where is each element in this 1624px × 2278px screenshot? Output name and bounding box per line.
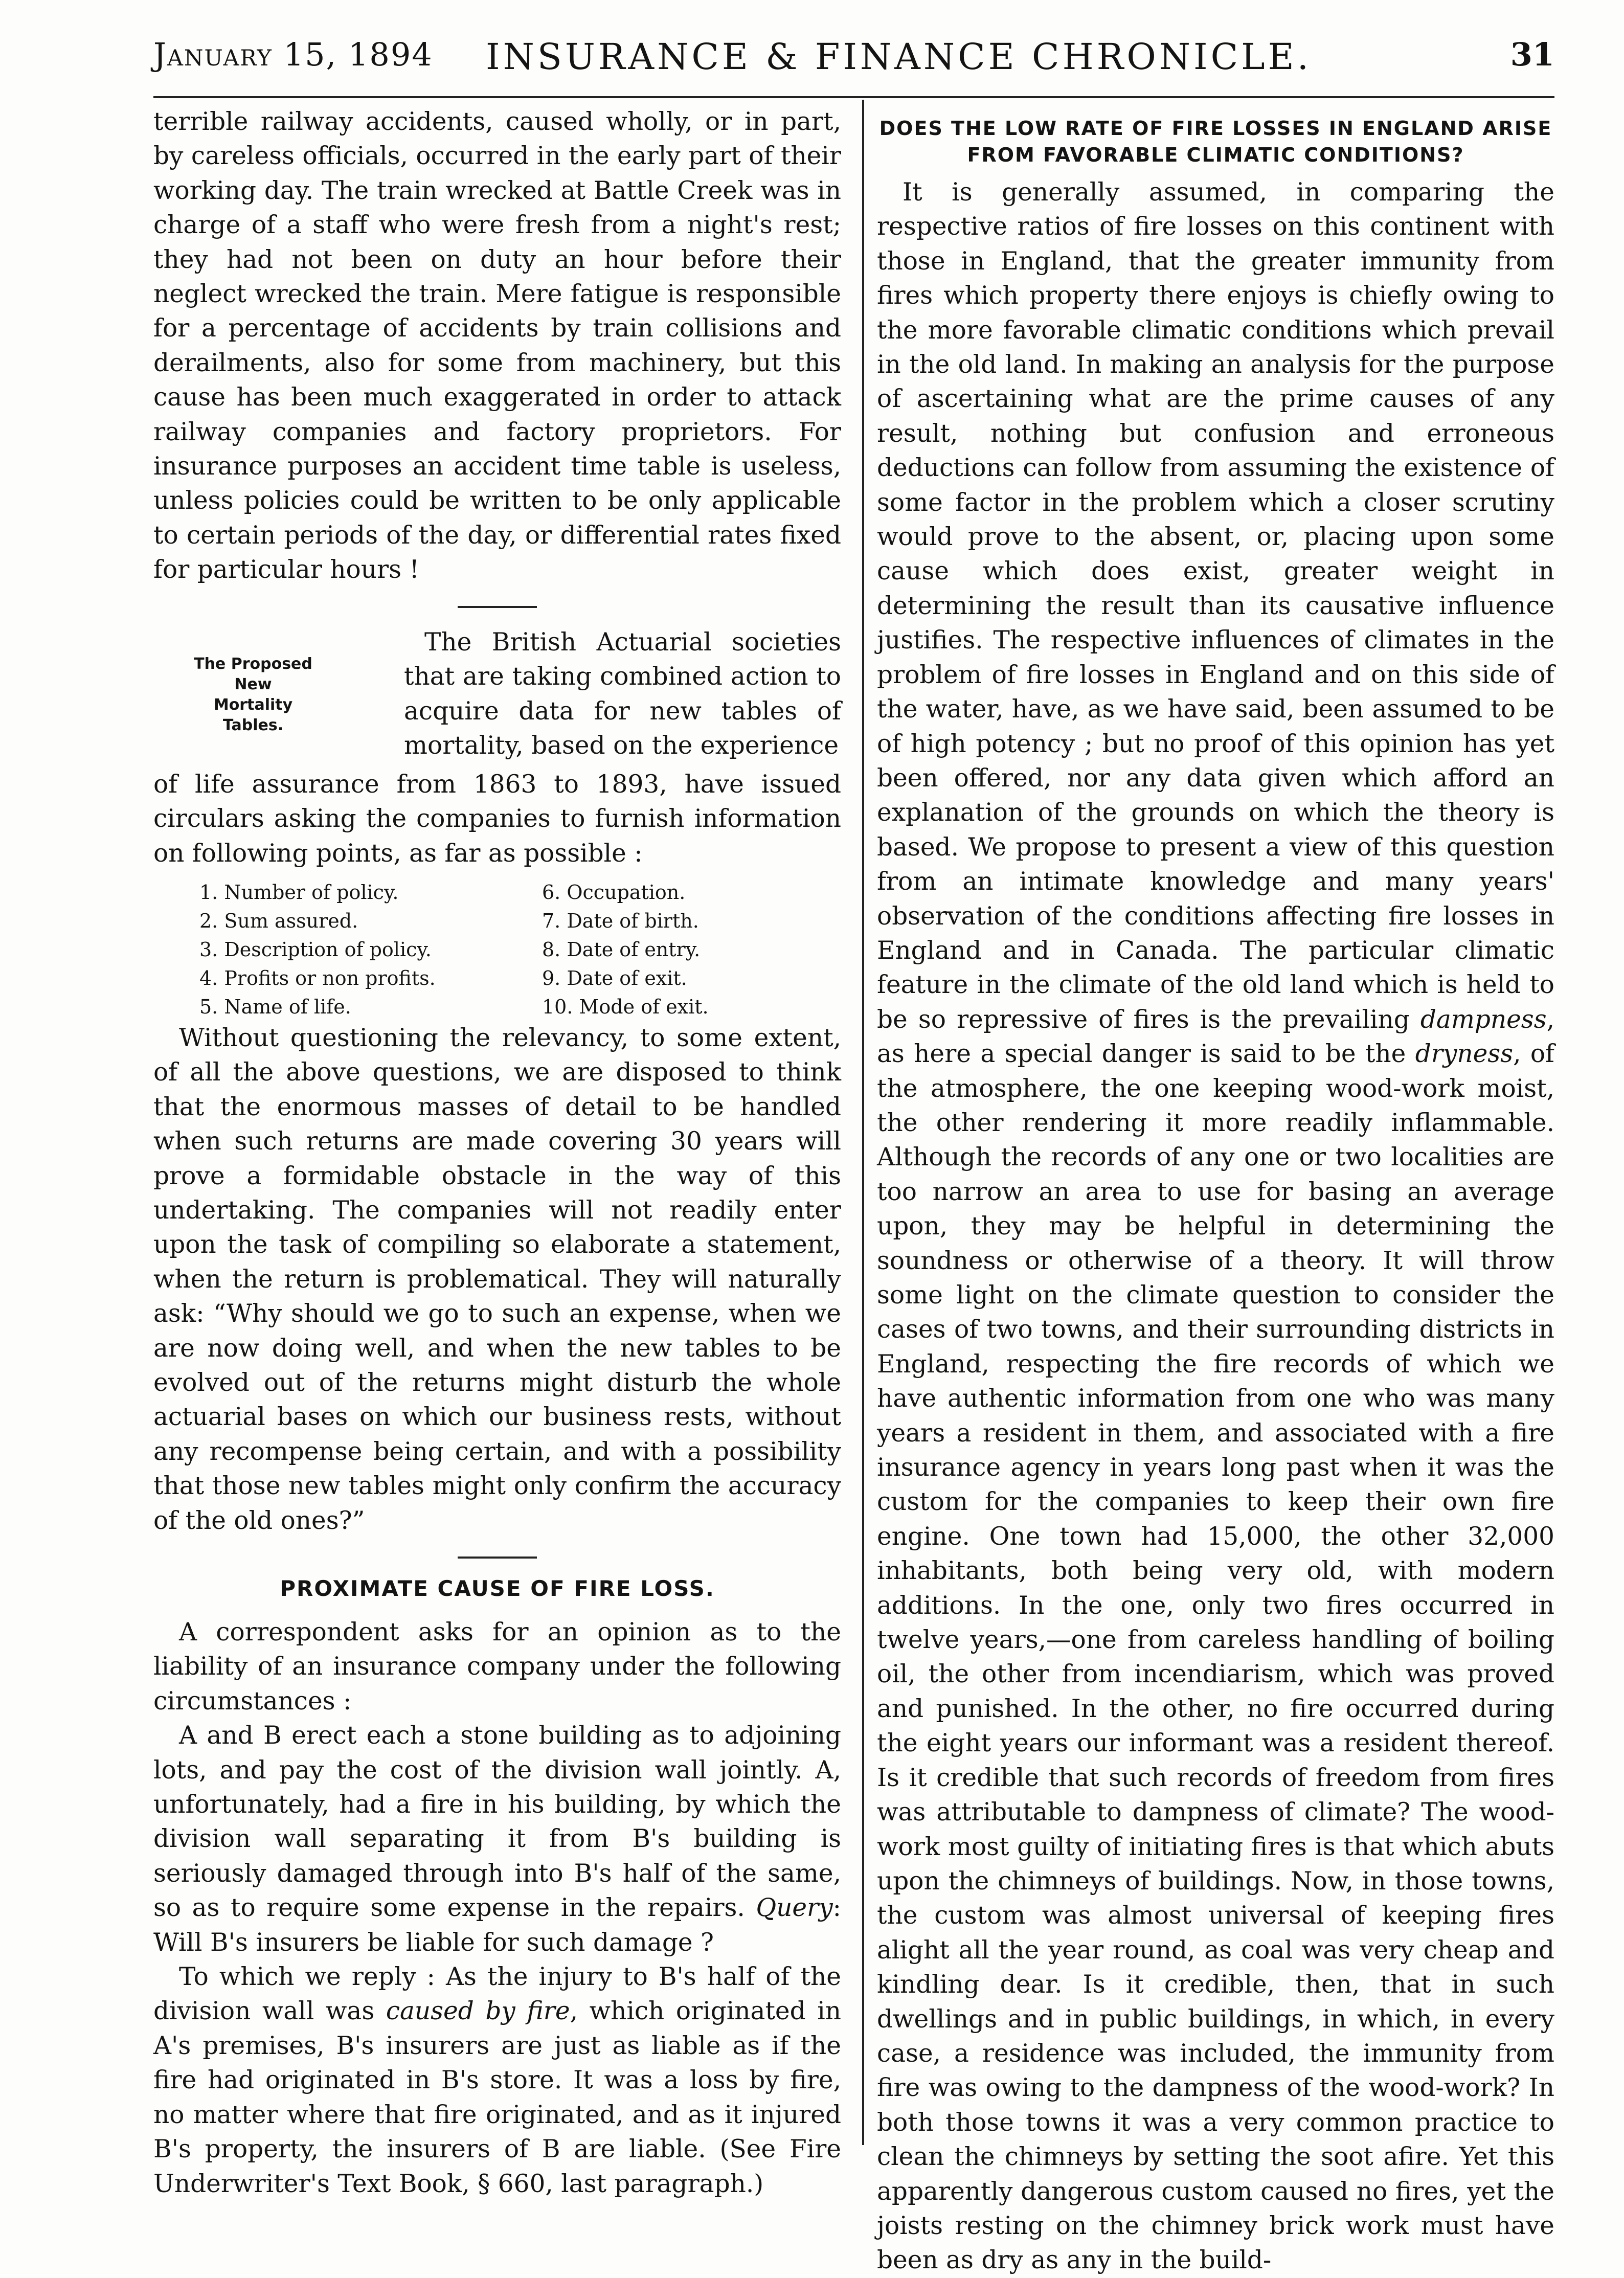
header-date: January 15, 1894 (153, 36, 433, 73)
right-column (877, 105, 1554, 2278)
points-column-1 (199, 878, 486, 1021)
correspondent-paragraph: A correspondent asks for an opinion as to the liability of an insurance company under the following circumstances : (153, 1618, 841, 1716)
list-item: 9. Date of exit. (542, 966, 687, 989)
mortality-intro: The British Actuarial societies that are taking combined action to acquire data for new tables of mortality, based on the experience (404, 627, 841, 760)
ab-text-end: : Will B's insurers be liable for such damage ? (153, 1893, 841, 1957)
list-item: 1. Number of policy. (199, 881, 399, 904)
column-divider (862, 100, 864, 2145)
section-rule (458, 1557, 537, 1559)
sidenote-line: The Proposed (194, 655, 312, 673)
mortality-continuation: of life assurance from 1863 to 1893, have issued circulars asking the companies to furnish information on following points, as far as possible : (153, 770, 841, 868)
sidenote-line: New (234, 675, 272, 693)
page-header (153, 36, 1554, 82)
query-label: Query (756, 1893, 833, 1923)
ab-paragraph (153, 1719, 841, 1960)
reply-italic: caused by fire (386, 1997, 570, 2026)
list-item: 10. Mode of exit. (542, 995, 709, 1018)
mortality-block (153, 625, 841, 768)
left-column (153, 105, 841, 2201)
points-column-2 (542, 878, 828, 1021)
section-rule (458, 606, 537, 608)
list-item: 4. Profits or non profits. (199, 966, 436, 989)
section-title-climate: DOES THE LOW RATE OF FIRE LOSSES IN ENGLAND ARISE FROM FAVORABLE CLIMATIC CONDITIONS? (879, 117, 1552, 166)
points-list (153, 878, 841, 1021)
reply-text: To which we reply : As the injury to B's half of the division wall was (153, 1963, 841, 2026)
italic-dampness: dampness (1420, 1005, 1547, 1034)
climate-text-end: , of the atmosphere, the one keeping wood-work moist, the other rendering it more readily inflammable. Although the records of any one or two localities are too narrow an area to use for basing an average upon, they may be helpful in determining the soundness or otherwise of a theory. It will throw some light on the climate question to consider the cases of two towns, and their surrounding districts in England, respecting the fire records of which we have authentic information from one who was many years a resident in them, and associated with a fire insurance agency in years long past when it was the custom for the companies to keep their own fire engine. One town had 15,000, the other 32,000 inhabitants, both being very old, with modern additions. In the one, only two fires occurred in twelve years,—one from careless handling of boiling oil, the other from incendiarism, which was proved and punished. In the other, no fire occurred during the eight years our informant was a resident thereof. Is it credible that such records of freedom from fires was attributable to dampness of climate? The wood-work most guilty of initiating fires is that which abuts upon the chimneys of buildings. Now, in those towns, the custom was almost universal of keeping fires alight all the year round, as coal was very cheap and kindling dear. Is it credible, then, that in such dwellings and in public buildings, in which, in every case, a residence was included, the immunity from fire was owing to the dampness of the wood-work? In both those towns it was a very common practice to clean the chimneys by setting the soot afire. Yet this apparently dangerous custom caused no fires, yet the joists resting on the chimney brick work must have been as dry as any in the build- (877, 1040, 1555, 2275)
climate-text: It is generally assumed, in comparing the respective ratios of fire losses on this continent with those in England, that the greater immunity from fires which property there enjoys is chiefly owing to the more favorable climatic conditions which prevail in the old land. In making an analysis for the purpose of ascertaining what are the prime causes of any result, nothing but confusion and erroneous deductions can follow from assuming the existence of some factor in the problem which a closer scrutiny would prove to the absent, or, placing upon some cause which does exist, greater weight in determining the result than its causative influence justifies. The respective influences of climates in the problem of fire losses in England and on this side of the water, have, as we have said, been assumed to be of high potency ; but no proof of this opinion has yet been offered, nor any data given which afford an explanation of the grounds on which the theory is based. We propose to present a view of this question from an intimate knowledge and many years' observation of the conditions affecting fire losses in England and in Canada. The particular climatic feature in the climate of the old land which is held to be so repressive of fires is the prevailing (877, 178, 1554, 1034)
ab-text: A and B erect each a stone building as to adjoining lots, and pay the cost of the division wall jointly. A, unfortunately, had a fire in his building, by which the division wall separating it from B's building is seriously damaged through into B's half of the same, so as to require some expense in the repairs. (153, 1721, 841, 1923)
climate-text-mid: , as here a special danger is said to be the (877, 1005, 1555, 1069)
reply-text-end: , which originated in A's premises, B's insurers are just as liable as if the fire had originated in B's store. It was a loss by fire, no matter where that fire originated, and as it injured B's property, the insurers of B are liable. (See Fire Underwriter's Text Book, § 660, last paragraph.) (153, 1997, 842, 2198)
list-item: 3. Description of policy. (199, 938, 432, 961)
reply-paragraph (153, 1960, 841, 2201)
sidenote-line: Mortality Tables. (213, 695, 293, 734)
header-page-number: 31 (1510, 36, 1554, 73)
list-item: 8. Date of entry. (542, 938, 701, 961)
railway-paragraph: terrible railway accidents, caused wholly, or in part, by careless officials, occurred in the early part of their working day. The train wrecked at Battle Creek was in charge of a staff who were fresh from a night's rest; they had not been on duty an hour before their neglect wrecked the train. Mere fatigue is responsible for a percentage of accidents by train collisions and derailments, also for some from machinery, but this cause has been much exaggerated in order to attack railway companies and factory proprietors. For insurance purposes an accident time table is useless, unless policies could be written to be only applicable to certain periods of the day, or differential rates fixed for particular hours ! (153, 107, 841, 584)
list-item: 6. Occupation. (542, 881, 686, 904)
questioning-paragraph: Without questioning the relevancy, to some extent, of all the above questions, we are disposed to think that the enormous masses of detail to be handled when such returns are made covering 30 years will prove a formidable obstacle in the way of this undertaking. The companies will not readily enter upon the task of compiling so elaborate a statement, when the return is problematical. They will naturally ask: “Why should we go to such an expense, when we are now doing well, and when the new tables to be evolved out of the returns might disturb the whole actuarial bases on which our business rests, without any recompense being certain, and with a possibility that those new tables might only confirm the accuracy of the old ones?” (153, 1023, 841, 1535)
list-item: 2. Sum assured. (199, 909, 358, 932)
header-title: INSURANCE & FINANCE CHRONICLE. (486, 36, 1312, 78)
header-rule (153, 96, 1554, 98)
sidenote-heading (189, 654, 317, 736)
climate-paragraph (877, 175, 1554, 2278)
list-item: 5. Name of life. (199, 995, 351, 1018)
list-item: 7. Date of birth. (542, 909, 699, 932)
italic-dryness: dryness (1415, 1040, 1514, 1069)
section-title-fire-loss: PROXIMATE CAUSE OF FIRE LOSS. (280, 1576, 715, 1601)
